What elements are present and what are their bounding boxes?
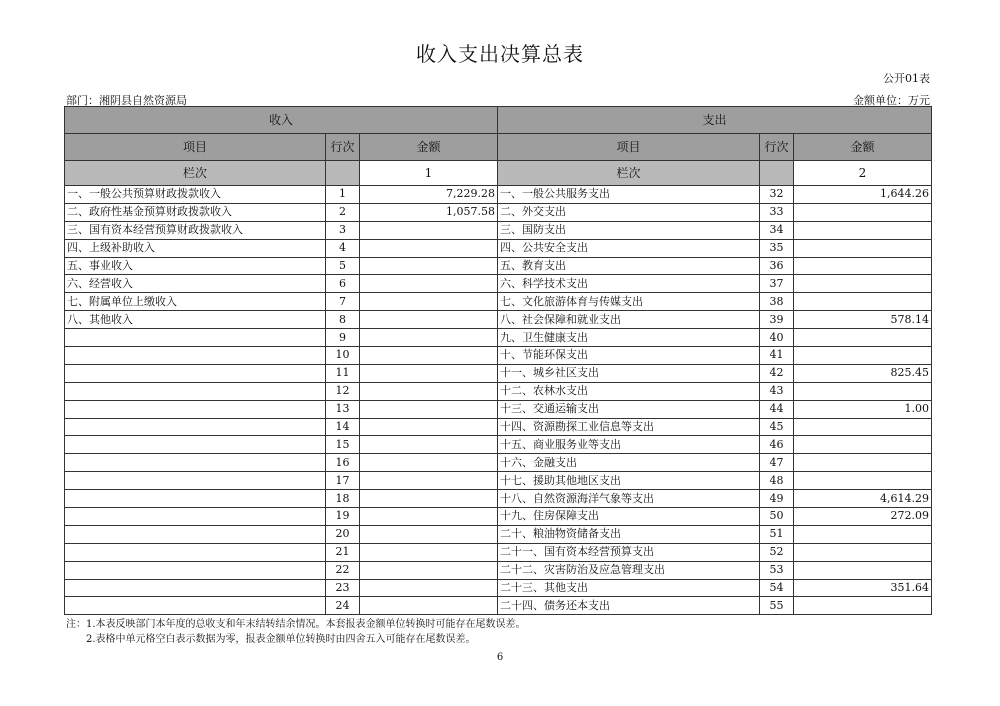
- expense-amount-cell: 825.45: [794, 364, 932, 382]
- income-item-cell: 二、政府性基金预算财政拨款收入: [65, 203, 326, 221]
- expense-row-no-cell: 52: [760, 543, 794, 561]
- income-item-cell: 五、事业收入: [65, 257, 326, 275]
- expense-row-no-cell: 35: [760, 239, 794, 257]
- table-row: [65, 490, 932, 508]
- income-amount-cell: 7,229.28: [360, 186, 498, 204]
- expense-item-cell: 二、外交支出: [498, 203, 760, 221]
- expense-amount-cell: 272.09: [794, 508, 932, 526]
- income-column-label: 栏次: [65, 161, 326, 186]
- income-item-cell: [65, 364, 326, 382]
- expense-item-cell: 十七、援助其他地区支出: [498, 472, 760, 490]
- income-amount-cell: [360, 329, 498, 347]
- expense-item-cell: 八、社会保障和就业支出: [498, 311, 760, 329]
- income-item-cell: [65, 597, 326, 615]
- expense-item-cell: 十一、城乡社区支出: [498, 364, 760, 382]
- income-row-no-cell: 8: [326, 311, 360, 329]
- expense-amount-cell: [794, 329, 932, 347]
- income-item-cell: [65, 400, 326, 418]
- income-item-cell: [65, 436, 326, 454]
- table-body: [65, 186, 932, 615]
- income-amount-cell: [360, 293, 498, 311]
- income-item-cell: [65, 329, 326, 347]
- income-row-no-cell: 9: [326, 329, 360, 347]
- table-row: [65, 436, 932, 454]
- income-row-no-cell: 19: [326, 508, 360, 526]
- table-row: [65, 203, 932, 221]
- expense-item-cell: 十三、交通运输支出: [498, 400, 760, 418]
- expense-row-no-cell: 54: [760, 579, 794, 597]
- income-row-no-cell: 16: [326, 454, 360, 472]
- income-amount-cell: [360, 490, 498, 508]
- income-amount-cell: [360, 525, 498, 543]
- income-row-no-cell: 12: [326, 382, 360, 400]
- income-row-no-cell: 21: [326, 543, 360, 561]
- table-row: [65, 508, 932, 526]
- income-amount-cell: [360, 418, 498, 436]
- income-amount-cell: [360, 436, 498, 454]
- income-row-no-cell: 22: [326, 561, 360, 579]
- income-amount-cell: [360, 239, 498, 257]
- expense-item-cell: 十九、住房保障支出: [498, 508, 760, 526]
- expense-amount-cell: [794, 525, 932, 543]
- income-amount-cell: [360, 257, 498, 275]
- expense-item-cell: 二十二、灾害防治及应急管理支出: [498, 561, 760, 579]
- expense-amount-cell: [794, 436, 932, 454]
- table-row: [65, 525, 932, 543]
- expense-column-index: 2: [794, 161, 932, 186]
- expense-row-no-cell: 41: [760, 347, 794, 365]
- table-header-columns: [65, 134, 932, 161]
- expense-item-cell: 二十四、债务还本支出: [498, 597, 760, 615]
- expense-item-cell: 七、文化旅游体育与传媒支出: [498, 293, 760, 311]
- table-row: [65, 293, 932, 311]
- income-row-no-cell: 1: [326, 186, 360, 204]
- expense-row-no-cell: 40: [760, 329, 794, 347]
- page-number: 6: [496, 652, 504, 663]
- income-expense-table: [64, 106, 932, 615]
- income-item-cell: [65, 472, 326, 490]
- income-row-no-cell: 6: [326, 275, 360, 293]
- income-item-header: 项目: [65, 134, 326, 161]
- income-amount-cell: [360, 597, 498, 615]
- expense-item-cell: 十八、自然资源海洋气象等支出: [498, 490, 760, 508]
- income-item-cell: [65, 579, 326, 597]
- expense-row-no-cell: 42: [760, 364, 794, 382]
- income-item-cell: [65, 561, 326, 579]
- income-item-cell: [65, 382, 326, 400]
- expense-row-no-blank: [760, 161, 794, 186]
- income-row-no-cell: 23: [326, 579, 360, 597]
- expense-item-cell: 二十一、国有资本经营预算支出: [498, 543, 760, 561]
- expense-row-no-cell: 49: [760, 490, 794, 508]
- expense-amount-cell: [794, 597, 932, 615]
- page-title: 收入支出决算总表: [416, 42, 584, 66]
- income-amount-header: 金额: [360, 134, 498, 161]
- income-header: 收入: [65, 107, 498, 134]
- form-code: 公开01表: [883, 72, 930, 85]
- table-row: [65, 400, 932, 418]
- expense-amount-cell: 4,614.29: [794, 490, 932, 508]
- expense-item-cell: 九、卫生健康支出: [498, 329, 760, 347]
- income-amount-cell: [360, 508, 498, 526]
- expense-item-cell: 十二、农林水支出: [498, 382, 760, 400]
- income-item-cell: 一、一般公共预算财政拨款收入: [65, 186, 326, 204]
- income-row-no-cell: 18: [326, 490, 360, 508]
- table-row: [65, 275, 932, 293]
- unit-label: 金额单位：万元: [853, 94, 930, 107]
- table-row: [65, 239, 932, 257]
- expense-amount-cell: [794, 382, 932, 400]
- table-row: [65, 472, 932, 490]
- expense-amount-cell: [794, 257, 932, 275]
- income-row-no-header: 行次: [326, 134, 360, 161]
- income-item-cell: 三、国有资本经营预算财政拨款收入: [65, 221, 326, 239]
- income-amount-cell: [360, 400, 498, 418]
- expense-row-no-cell: 44: [760, 400, 794, 418]
- expense-amount-cell: [794, 203, 932, 221]
- income-item-cell: 七、附属单位上缴收入: [65, 293, 326, 311]
- expense-row-no-cell: 32: [760, 186, 794, 204]
- income-row-no-cell: 4: [326, 239, 360, 257]
- expense-row-no-cell: 33: [760, 203, 794, 221]
- income-amount-cell: [360, 579, 498, 597]
- expense-row-no-cell: 48: [760, 472, 794, 490]
- income-amount-cell: [360, 472, 498, 490]
- department-label: 部门：湘阴县自然资源局: [66, 94, 187, 107]
- column-index-row: [65, 161, 932, 186]
- income-row-no-cell: 7: [326, 293, 360, 311]
- expense-row-no-cell: 43: [760, 382, 794, 400]
- expense-amount-cell: [794, 418, 932, 436]
- expense-header: 支出: [498, 107, 932, 134]
- income-row-no-cell: 10: [326, 347, 360, 365]
- expense-row-no-cell: 53: [760, 561, 794, 579]
- table-row: [65, 543, 932, 561]
- expense-row-no-cell: 45: [760, 418, 794, 436]
- expense-item-cell: 十四、资源勘探工业信息等支出: [498, 418, 760, 436]
- table-row: [65, 597, 932, 615]
- income-row-no-cell: 11: [326, 364, 360, 382]
- expense-item-cell: 五、教育支出: [498, 257, 760, 275]
- income-item-cell: 四、上级补助收入: [65, 239, 326, 257]
- income-amount-cell: [360, 347, 498, 365]
- expense-amount-cell: [794, 275, 932, 293]
- income-item-cell: 八、其他收入: [65, 311, 326, 329]
- expense-amount-cell: [794, 293, 932, 311]
- income-amount-cell: [360, 454, 498, 472]
- income-amount-cell: [360, 364, 498, 382]
- expense-amount-cell: 578.14: [794, 311, 932, 329]
- table-row: [65, 364, 932, 382]
- table-row: [65, 257, 932, 275]
- income-amount-cell: [360, 561, 498, 579]
- income-row-no-cell: 24: [326, 597, 360, 615]
- income-row-no-cell: 2: [326, 203, 360, 221]
- expense-item-cell: 六、科学技术支出: [498, 275, 760, 293]
- expense-item-cell: 二十、粮油物资储备支出: [498, 525, 760, 543]
- expense-amount-cell: [794, 561, 932, 579]
- expense-row-no-cell: 46: [760, 436, 794, 454]
- expense-amount-cell: [794, 347, 932, 365]
- expense-row-no-cell: 51: [760, 525, 794, 543]
- income-item-cell: [65, 454, 326, 472]
- income-amount-cell: [360, 221, 498, 239]
- note-2: 2.表格中单元格空白表示数据为零，报表金额单位转换时由四舍五入可能存在尾数误差。: [86, 634, 476, 645]
- expense-amount-cell: [794, 221, 932, 239]
- expense-amount-cell: [794, 472, 932, 490]
- income-row-no-cell: 13: [326, 400, 360, 418]
- income-row-no-cell: 15: [326, 436, 360, 454]
- income-row-no-blank: [326, 161, 360, 186]
- expense-item-cell: 四、公共安全支出: [498, 239, 760, 257]
- expense-amount-cell: [794, 239, 932, 257]
- income-item-cell: [65, 543, 326, 561]
- expense-row-no-cell: 37: [760, 275, 794, 293]
- income-amount-cell: [360, 382, 498, 400]
- note-1: 注：1.本表反映部门本年度的总收支和年末结转结余情况。本套报表金额单位转换时可能存在尾数误差。: [66, 619, 526, 630]
- table-row: [65, 347, 932, 365]
- income-item-cell: [65, 508, 326, 526]
- income-row-no-cell: 17: [326, 472, 360, 490]
- income-item-cell: 六、经营收入: [65, 275, 326, 293]
- expense-amount-cell: 1.00: [794, 400, 932, 418]
- table-row: [65, 454, 932, 472]
- table-row: [65, 329, 932, 347]
- expense-row-no-cell: 39: [760, 311, 794, 329]
- expense-amount-cell: 351.64: [794, 579, 932, 597]
- expense-item-header: 项目: [498, 134, 760, 161]
- expense-amount-cell: 1,644.26: [794, 186, 932, 204]
- expense-row-no-header: 行次: [760, 134, 794, 161]
- table-row: [65, 186, 932, 204]
- income-row-no-cell: 14: [326, 418, 360, 436]
- expense-row-no-cell: 34: [760, 221, 794, 239]
- expense-amount-cell: [794, 543, 932, 561]
- income-amount-cell: 1,057.58: [360, 203, 498, 221]
- table-row: [65, 221, 932, 239]
- table-row: [65, 382, 932, 400]
- expense-row-no-cell: 36: [760, 257, 794, 275]
- expense-item-cell: 十五、商业服务业等支出: [498, 436, 760, 454]
- table-row: [65, 579, 932, 597]
- income-column-index: 1: [360, 161, 498, 186]
- expense-amount-header: 金额: [794, 134, 932, 161]
- income-amount-cell: [360, 311, 498, 329]
- income-row-no-cell: 5: [326, 257, 360, 275]
- income-amount-cell: [360, 543, 498, 561]
- expense-row-no-cell: 50: [760, 508, 794, 526]
- expense-item-cell: 一、一般公共服务支出: [498, 186, 760, 204]
- expense-row-no-cell: 38: [760, 293, 794, 311]
- expense-item-cell: 三、国防支出: [498, 221, 760, 239]
- expense-item-cell: 二十三、其他支出: [498, 579, 760, 597]
- expense-column-label: 栏次: [498, 161, 760, 186]
- income-amount-cell: [360, 275, 498, 293]
- table-row: [65, 561, 932, 579]
- expense-amount-cell: [794, 454, 932, 472]
- expense-row-no-cell: 47: [760, 454, 794, 472]
- income-item-cell: [65, 347, 326, 365]
- income-row-no-cell: 3: [326, 221, 360, 239]
- expense-row-no-cell: 55: [760, 597, 794, 615]
- table-row: [65, 418, 932, 436]
- income-row-no-cell: 20: [326, 525, 360, 543]
- expense-item-cell: 十六、金融支出: [498, 454, 760, 472]
- table-header-section: [65, 107, 932, 134]
- income-item-cell: [65, 490, 326, 508]
- table-row: [65, 311, 932, 329]
- income-item-cell: [65, 525, 326, 543]
- income-item-cell: [65, 418, 326, 436]
- expense-item-cell: 十、节能环保支出: [498, 347, 760, 365]
